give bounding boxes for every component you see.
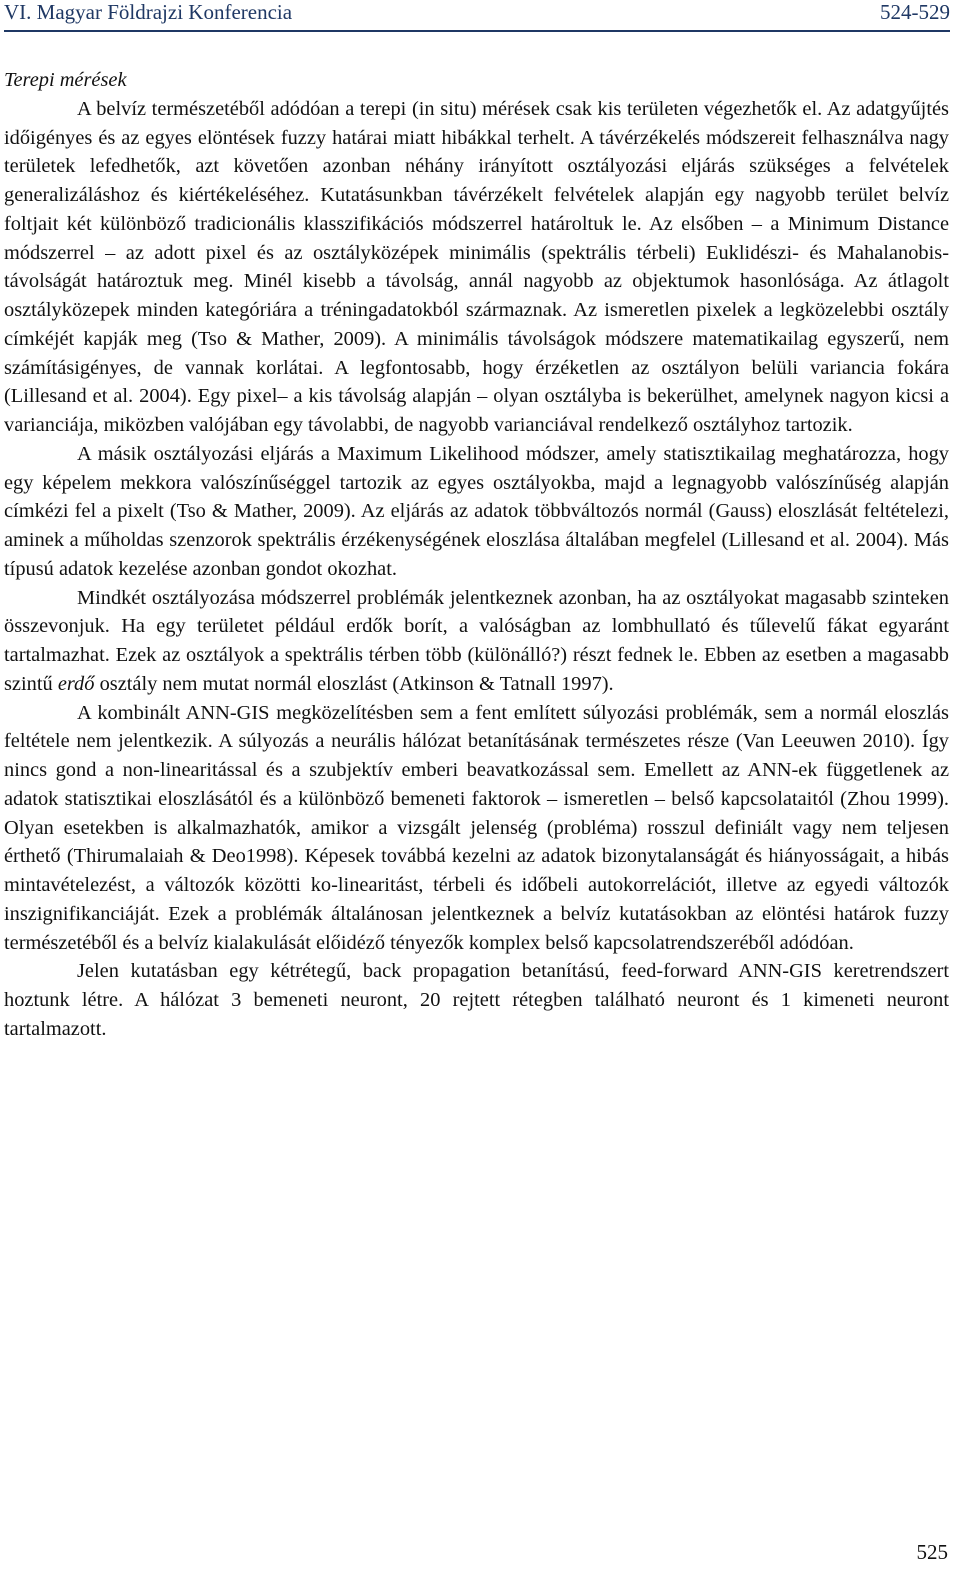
paragraph-1: A belvíz természetéből adódóan a terepi (in situ) mérések csak kis területen végezhetők el. Az adatgyűjtés időigényes és az egyes elöntések fuzzy határai miatt hibákkal terhelt. A távérzékelés módszereit felhasználva nagy területek lefedhetők, azt követően azonban néhány irányított osztályozási eljárás szükséges a felvételek generalizáláshoz és kiértékeléséhez. Kutatásunkban távérzékelt felvételek alapján egy nagyobb terület belvíz foltjait két különböző tradicionális klasszifikációs módszerrel határoltuk le. Az elsőben – a Minimum Distance módszerrel – az adott pixel és az osztályközépek minimális (spektrális térbeli) Euklidészi- és Mahalanobis-távolságát határoztuk meg. Minél kisebb a távolság, annál nagyobb az objektumok hasonlósága. Az átlagolt osztályközepek minden kategóriára a tréningadatokból származnak. Az ismeretlen pixelek a legközelebbi osztály címkéjét kapják meg (Tso & Mather, 2009). A minimális távolságok módszere matematikailag egyszerű, nem számításigényes, de vannak korlátai. A legfontosabb, hogy érzéketlen az osztályon belüli variancia fokára (Lillesand et al. 2004). Egy pixel– a kis távolság alapján – olyan osztályba is bekerülhet, amelynek nagyon kicsi a varianciája, miközben valójában egy távolabbi, de nagyobb varianciával rendelkező osztályhoz tartozik. — [4, 97, 949, 436]
conference-title: VI. Magyar Földrajzi Konferencia — [4, 0, 293, 24]
paragraph-3-italic-term: erdő — [57, 672, 95, 695]
section-heading: Terepi mérések — [4, 69, 127, 91]
paragraph-4: A kombinált ANN-GIS megközelítésben sem a fent említett súlyozási problémák, sem a normál eloszlás feltétele nem jelentkezik. A súlyozás a neurális hálózat betanításának természetes része (Van Leeuwen 2010). Így nincs gond a non-linearitással és a szubjektív emberi beavatkozással sem. Emellett az ANN-ek függetlenek az adatok statisztikai eloszlásától és a különböző bemeneti faktorok – ismeretlen – belső kapcsolataitól (Zhou 1999). Olyan esetekben is alkalmazhatók, amikor a vizsgált jelenség (probléma) rosszul definiált vagy nem teljesen érthető (Thirumalaiah & Deo1998). Képesek továbbá kezelni az adatok bizonytalanságát és hiányosságait, a hibás mintavételezést, a változók közötti ko-linearitást, térbeli és időbeli autokorrelációt, illetve az egyedi változók inszignifikanciáját. Ezek a problémák általánosan jelentkeznek a belvíz kutatásokban az elöntési határok fuzzy természetéből és a belvíz kialakulását előidéző tényezők komplex belső kapcsolatrendszeréből adódóan. — [4, 701, 949, 954]
paragraph-3-text-b: osztály nem mutat normál eloszlást (Atkinson & Tatnall 1997). — [99, 672, 614, 695]
paragraph-3 — [4, 584, 949, 699]
paragraph-2: A másik osztályozási eljárás a Maximum Likelihood módszer, amely statisztikailag meghatározza, hogy egy képelem mekkora valószínűséggel tartozik az egyes osztályokba, majd a legnagyobb valószínűség alapján címkézi fel a pixelt (Tso & Mather, 2009). Az eljárás az adatok többváltozós normál (Gauss) eloszlását feltételezi, aminek a műholdas szenzorok spektrális érzékenységének eloszlása általában megfelel (Lillesand et al. 2004). Más típusú adatok kezelése azonban gondot okozhat. — [4, 442, 949, 580]
running-header — [4, 0, 950, 32]
paragraph-3-text-a: Mindkét osztályozása módszerrel problémák jelentkeznek azonban, ha az osztályokat magasabb szinteken összevonjuk. Ha egy területet például erdők borít, a valóságban az lombhullató és tűlevelű fákat egyaránt tartalmazhat. Ezek az osztályok a spektrális térben több (különálló?) részt fednek le. Ebben az esetben a magasabb szintű — [4, 586, 949, 695]
page-range: 524-529 — [880, 0, 950, 24]
paragraph-5: Jelen kutatásban egy kétrétegű, back propagation betanítású, feed-forward ANN-GIS keretrendszert hoztunk létre. A hálózat 3 bemeneti neuront, 20 rejtett rétegben található neuront és 1 kimeneti neuront tartalmazott. — [4, 960, 949, 1040]
page-number: 525 — [916, 1540, 948, 1564]
page-body — [4, 66, 949, 1044]
